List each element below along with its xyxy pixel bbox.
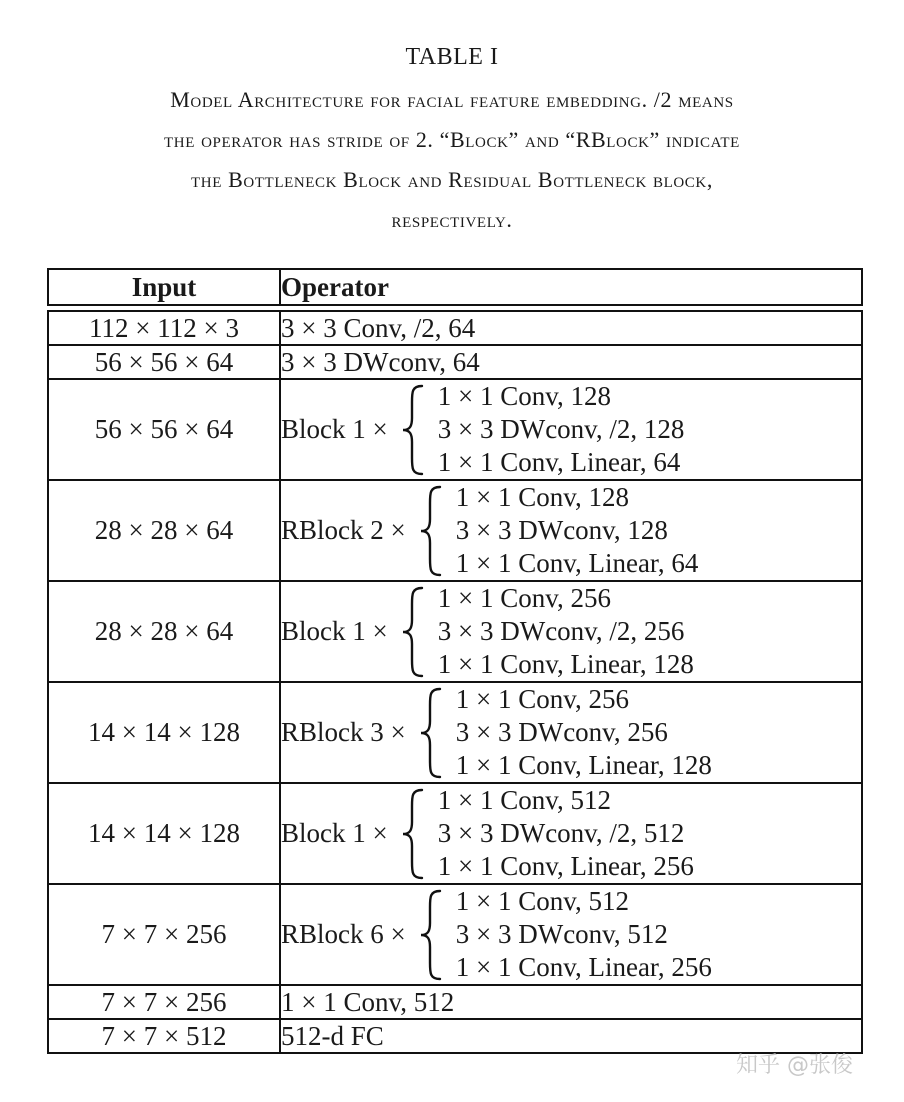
table-header-row [48,269,862,305]
sub-operator-list [438,784,694,883]
operator-group [281,784,861,883]
input-cell: 28 × 28 × 64 [48,480,280,581]
operator-group [281,683,861,782]
operator-cell [280,581,862,682]
sub-operator: 1 × 1 Conv, 512 [455,886,629,916]
left-brace-icon [400,586,426,678]
table-caption-title: TABLE I [405,44,499,70]
sub-operator: 1 × 1 Conv, Linear, 64 [437,447,681,477]
sub-operator: 3 × 3 DWconv, /2, 128 [437,414,685,444]
architecture-table [47,268,863,1054]
sub-operator: 1 × 1 Conv, 128 [437,381,611,411]
table-row [48,985,862,1019]
operator-cell [280,783,862,884]
table-row [48,480,862,581]
input-cell: 56 × 56 × 64 [48,345,280,379]
block-label: Block 1 × [281,818,388,848]
sub-operator: 1 × 1 Conv, Linear, 256 [437,851,694,881]
block-label: RBlock 3 × [281,717,406,747]
sub-operator-list [456,481,699,580]
table-row [48,682,862,783]
input-cell: 56 × 56 × 64 [48,379,280,480]
table-row [48,345,862,379]
table-row [48,884,862,985]
sub-operator: 1 × 1 Conv, Linear, 256 [455,952,712,982]
header-operator: Operator [280,269,862,305]
table-row [48,379,862,480]
left-brace-icon [418,889,444,981]
input-cell: 28 × 28 × 64 [48,581,280,682]
table-row [48,311,862,345]
operator-cell [280,682,862,783]
table-caption-line: respectively. [391,207,513,232]
sub-operator-list [456,885,712,984]
watermark: 知乎 @张俊 [736,1053,853,1078]
sub-operator-list [456,683,712,782]
left-brace-icon [400,788,426,880]
sub-operator-list [438,380,685,479]
sub-operator: 1 × 1 Conv, Linear, 128 [437,649,694,679]
operator-cell [280,379,862,480]
block-label: Block 1 × [281,414,388,444]
sub-operator: 3 × 3 DWconv, 128 [455,515,668,545]
table-caption-line: the Bottleneck Block and Residual Bottleneck block, [191,167,713,192]
block-label: RBlock 6 × [281,919,406,949]
left-brace-icon [418,485,444,577]
table-row [48,783,862,884]
operator-cell: 1 × 1 Conv, 512 [280,985,862,1019]
left-brace-icon [400,384,426,476]
operator-group [281,481,861,580]
operator-group [281,380,861,479]
operator-group [281,885,861,984]
header-input: Input [48,269,280,305]
sub-operator: 1 × 1 Conv, Linear, 128 [455,750,712,780]
input-cell: 14 × 14 × 128 [48,682,280,783]
operator-cell [280,884,862,985]
operator-group [281,582,861,681]
block-label: Block 1 × [281,616,388,646]
block-label: RBlock 2 × [281,515,406,545]
input-cell: 112 × 112 × 3 [48,311,280,345]
sub-operator: 1 × 1 Conv, 256 [455,684,629,714]
sub-operator: 3 × 3 DWconv, /2, 256 [437,616,685,646]
operator-cell [280,480,862,581]
table-caption-line: Model Architecture for facial feature embedding. /2 means [170,87,734,112]
sub-operator: 3 × 3 DWconv, /2, 512 [437,818,685,848]
table-body [48,305,862,1053]
operator-cell: 512-d FC [280,1019,862,1053]
sub-operator: 1 × 1 Conv, 512 [437,785,611,815]
operator-cell: 3 × 3 DWconv, 64 [280,345,862,379]
left-brace-icon [418,687,444,779]
operator-cell: 3 × 3 Conv, /2, 64 [280,311,862,345]
input-cell: 14 × 14 × 128 [48,783,280,884]
sub-operator: 1 × 1 Conv, Linear, 64 [455,548,699,578]
input-cell: 7 × 7 × 512 [48,1019,280,1053]
sub-operator: 3 × 3 DWconv, 512 [455,919,668,949]
sub-operator: 3 × 3 DWconv, 256 [455,717,668,747]
input-cell: 7 × 7 × 256 [48,884,280,985]
sub-operator: 1 × 1 Conv, 128 [455,482,629,512]
input-cell: 7 × 7 × 256 [48,985,280,1019]
table-caption-line: the operator has stride of 2. “Block” and “RBlock” indicate [164,127,740,152]
sub-operator: 1 × 1 Conv, 256 [437,583,611,613]
table-row [48,581,862,682]
sub-operator-list [438,582,694,681]
